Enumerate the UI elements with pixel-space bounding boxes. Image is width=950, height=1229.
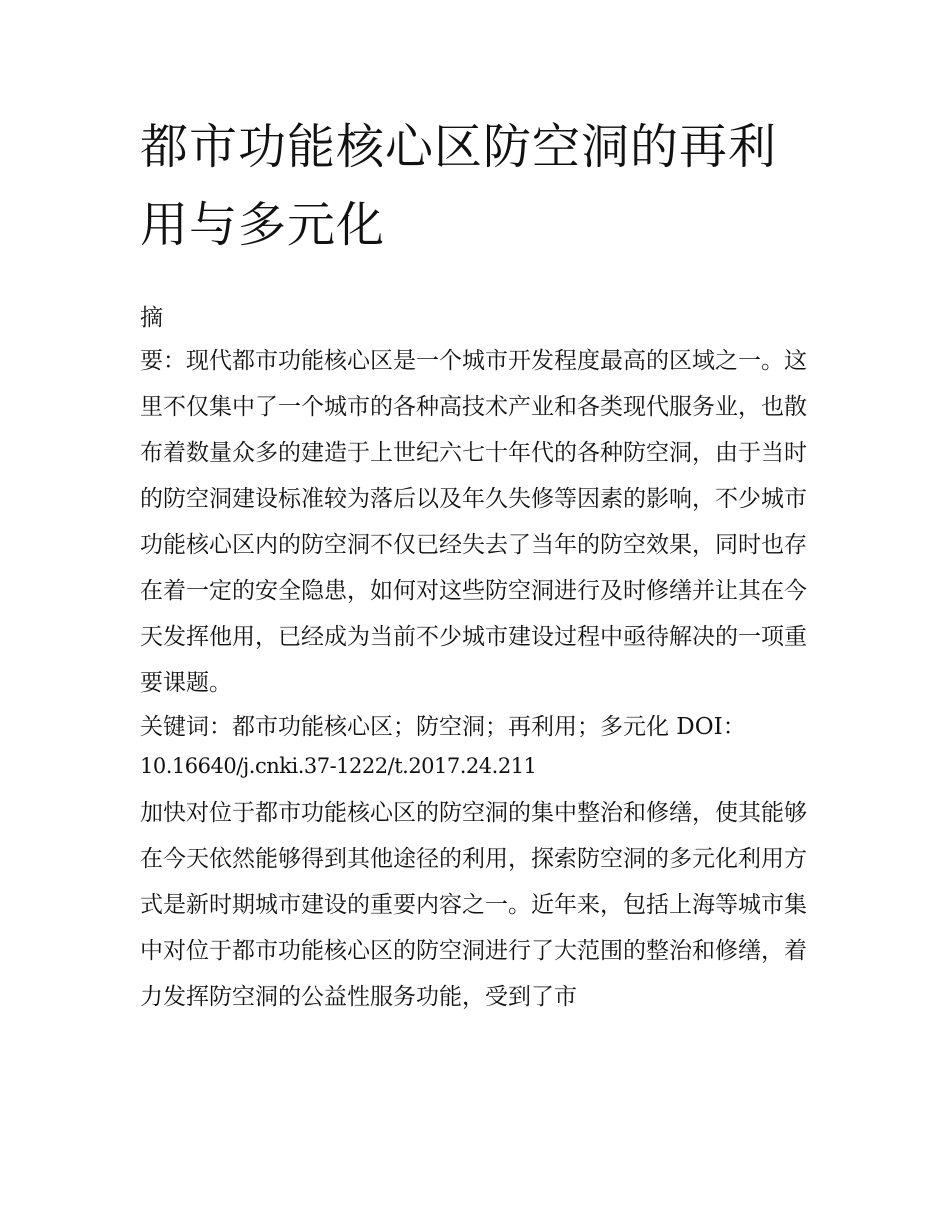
body-paragraph: 加快对位于都市功能核心区的防空洞的集中整治和修缮，使其能够在今天依然能够得到其他途径的利用，探索防空洞的多元化利用方式是新时期城市建设的重要内容之一。近年来，包括上海等城市集中对位于都市功能核心区的防空洞进行了大范围的整治和修缮，着力发挥防空洞的公益性服务功能，受到了市 <box>140 800 807 1010</box>
abstract-text: 要：现代都市功能核心区是一个城市开发程度最高的区域之一。这里不仅集中了一个城市的各种高技术产业和各类现代服务业，也散布着数量众多的建造于上世纪六七十年代的各种防空洞，由于当时的防空洞建设标准较为落后以及年久失修等因素的影响，不少城市功能核心区内的防空洞不仅已经失去了当年的防空效果，同时也存在着一定的安全隐患，如何对这些防空洞进行及时修缮并让其在今天发挥他用，已经成为当前不少城市建设过程中亟待解决的一项重要课题。 <box>140 348 807 696</box>
document-page <box>140 108 812 1020</box>
doi-text: 10.16640/j.cnki.37-1222/t.2017.24.211 <box>140 754 537 778</box>
keywords-line: 关键词：都市功能核心区；防空洞；再利用；多元化 DOI： <box>140 714 746 740</box>
abstract-heading: 摘 <box>140 305 163 331</box>
document-title: 都市功能核心区防空洞的再利用与多元化 <box>140 119 778 253</box>
